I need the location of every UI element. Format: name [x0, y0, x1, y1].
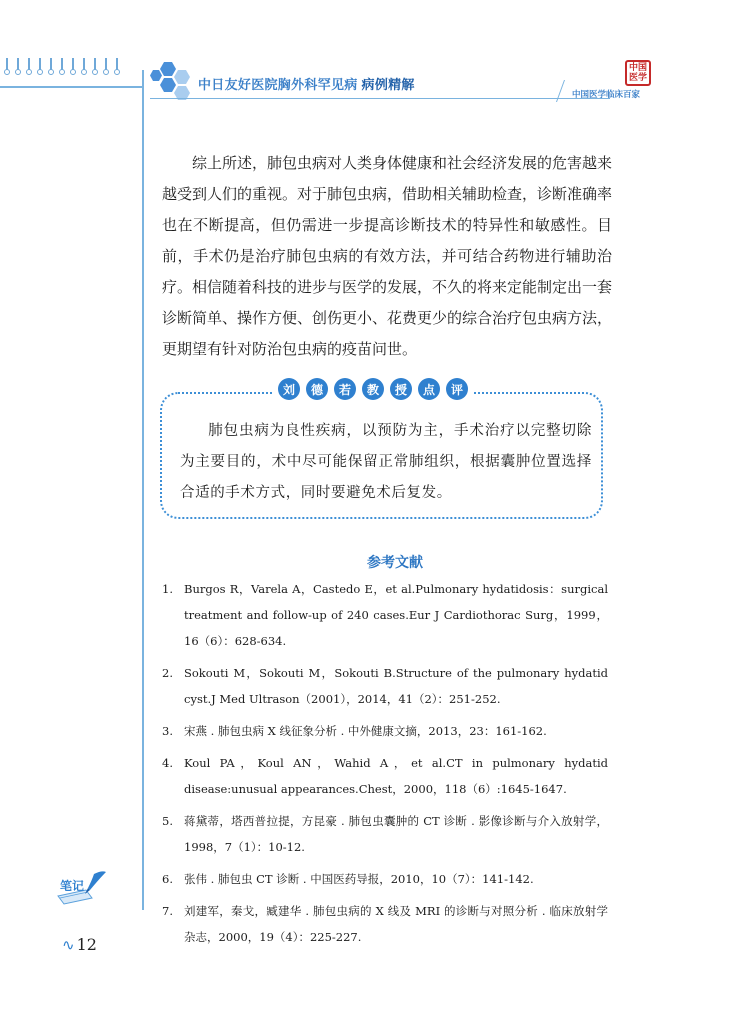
commentary-title-char: 德	[306, 378, 328, 400]
reference-item	[162, 866, 608, 892]
reference-number: 4.	[162, 756, 173, 770]
reference-text: 刘建军，秦戈，臧建华 . 肺包虫病的 X 线及 MRI 的诊断与对照分析 . 临床放射学杂志，2000，19（4）：225-227.	[184, 904, 608, 944]
binding-rail	[0, 86, 142, 88]
hexagon-icon	[160, 62, 176, 76]
commentary-title-char: 刘	[278, 378, 300, 400]
page-header	[150, 58, 610, 102]
binding-ring	[92, 58, 98, 76]
binding-ring	[81, 58, 87, 76]
references-heading: 参考文献	[367, 555, 423, 571]
reference-item	[162, 898, 608, 950]
reference-item	[162, 718, 608, 744]
reference-number: 2.	[162, 666, 173, 680]
binding-ring	[4, 58, 10, 76]
page-number-wrap	[62, 935, 97, 954]
reference-text: Sokouti M，Sokouti M，Sokouti B.Structure of the pulmonary hydatid cyst.J Med Ultrason（2001），2014，41（2）：251-252.	[184, 666, 608, 706]
commentary-title-char: 若	[334, 378, 356, 400]
commentary-title-char: 教	[362, 378, 384, 400]
body-paragraph	[162, 148, 612, 365]
reference-text: Koul PA，Koul AN，Wahid A，et al.CT in pulmonary hydatid disease:unusual appearances.Chest，2000，118（6）:1645-1647.	[184, 756, 608, 796]
reference-number: 1.	[162, 582, 173, 596]
commentary-text	[180, 416, 592, 509]
commentary-title	[272, 378, 474, 404]
notes-label: 笔记	[60, 879, 85, 893]
reference-number: 7.	[162, 904, 173, 918]
binding-ring	[37, 58, 43, 76]
reference-item	[162, 750, 608, 802]
notes-icon	[52, 868, 110, 906]
seal-caption: 中国医学临床百家	[572, 89, 641, 99]
binding-rings	[4, 58, 122, 80]
commentary-title-char: 点	[418, 378, 440, 400]
reference-item	[162, 808, 608, 860]
binding-ring	[15, 58, 21, 76]
reference-item	[162, 576, 608, 654]
header-title	[198, 74, 415, 93]
binding-ring	[70, 58, 76, 76]
binding-ring	[48, 58, 54, 76]
commentary-title-char: 授	[390, 378, 412, 400]
binding-ring	[103, 58, 109, 76]
reference-number: 5.	[162, 814, 173, 828]
header-underline	[150, 98, 610, 99]
hexagon-icon	[174, 70, 190, 84]
margin-line	[142, 70, 144, 910]
reference-item	[162, 660, 608, 712]
page-number: 12	[76, 935, 97, 954]
reference-number: 6.	[162, 872, 173, 886]
swirl-icon: ∿	[62, 936, 75, 954]
header-title-main: 中日友好医院胸外科罕见病	[198, 77, 358, 92]
binding-ring	[59, 58, 65, 76]
hexagon-icon	[150, 70, 162, 81]
references-list	[162, 576, 608, 956]
reference-text: 张伟 . 肺包虫 CT 诊断 . 中国医药导报，2010，10（7）：141-142.	[184, 872, 534, 886]
commentary-title-char: 评	[446, 378, 468, 400]
binding-ring	[26, 58, 32, 76]
reference-number: 3.	[162, 724, 173, 738]
reference-text: 蒋黛蒂，塔西普拉提，方昆豪 . 肺包虫囊肿的 CT 诊断 . 影像诊断与介入放射学，1998，7（1）：10-12.	[184, 814, 608, 854]
body-paragraph-text: 综上所述，肺包虫病对人类身体健康和社会经济发展的危害越来越受到人们的重视。对于肺包虫病，借助相关辅助检查，诊断准确率也在不断提高，但仍需进一步提高诊断技术的特异性和敏感性。目前，手术仍是治疗肺包虫病的有效方法，并可结合药物进行辅助治疗。相信随着科技的进步与医学的发展，不久的将来定能制定出一套诊断简单、操作方便、创伤更小、花费更少的综合治疗包虫病方法，更期望有针对防治包虫病的疫苗问世。	[162, 154, 613, 358]
reference-text: Burgos R，Varela A，Castedo E，et al.Pulmonary hydatidosis：surgical treatment and follow-up of 240 cases.Eur J Cardiothorac Surg，1999，16（6）：628-634.	[184, 582, 608, 648]
reference-text: 宋燕 . 肺包虫病 X 线征象分析 . 中外健康文摘，2013，23：161-162.	[184, 724, 547, 738]
hexagon-icon	[160, 78, 176, 92]
header-title-accent: 病例精解	[361, 77, 415, 92]
binding-ring	[114, 58, 120, 76]
commentary-text-body: 肺包虫病为良性疾病，以预防为主，手术治疗以完整切除为主要目的，术中尽可能保留正常肺组织，根据囊肿位置选择合适的手术方式，同时要避免术后复发。	[180, 423, 592, 501]
seal-logo: 中国医学	[625, 60, 651, 86]
